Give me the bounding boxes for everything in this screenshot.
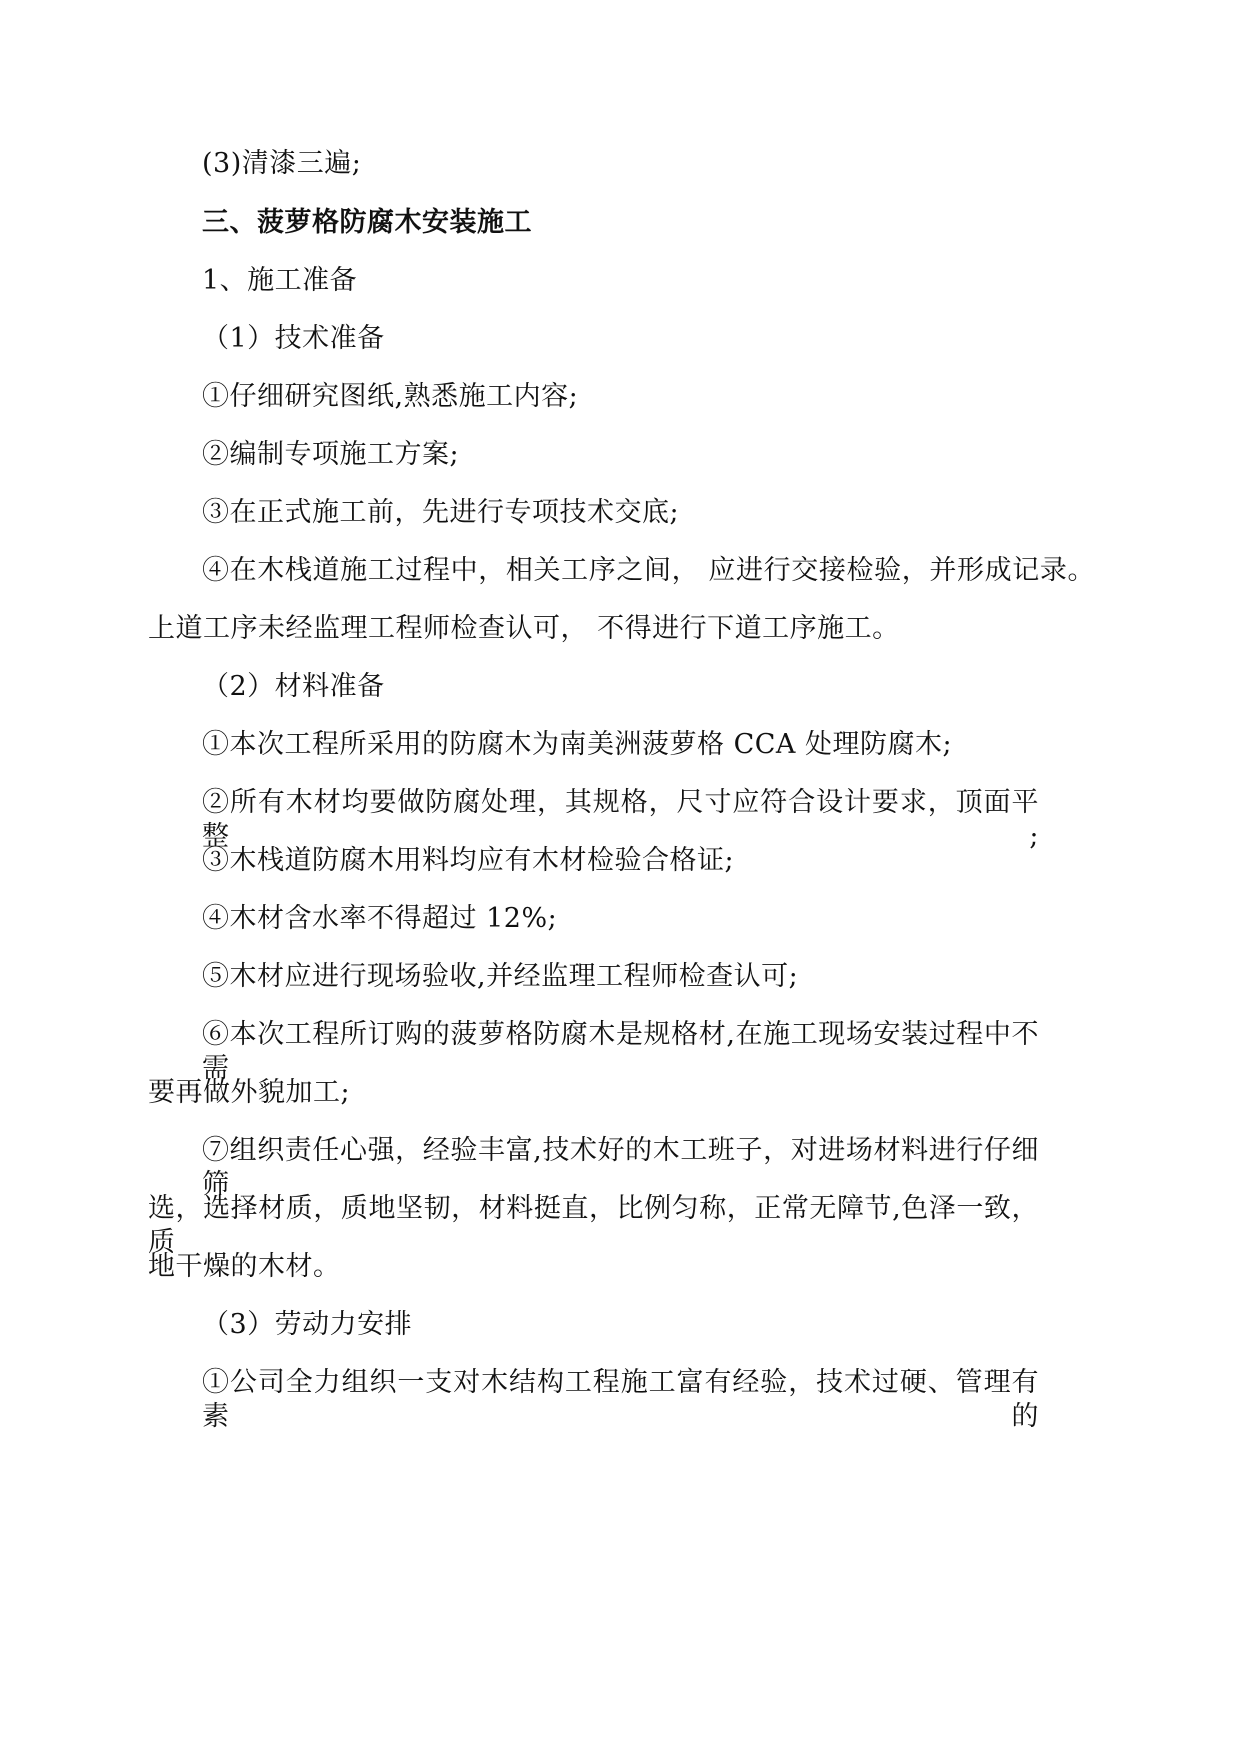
- text-line: ⑥本次工程所订购的菠萝格防腐木是规格材,在施工现场安装过程中不需: [202, 1019, 1039, 1084]
- subsection-heading: （3）劳动力安排: [202, 1309, 413, 1340]
- text-line: ⑦组织责任心强，经验丰富,技术好的木工班子，对进场材料进行仔细筛: [202, 1135, 1039, 1200]
- subsection-heading: 1、施工准备: [202, 265, 358, 296]
- text-line: (3)清漆三遍;: [202, 148, 362, 179]
- text-line: 地干燥的木材。: [148, 1251, 341, 1282]
- subsection-heading: （1）技术准备: [202, 323, 385, 354]
- text-line: ①仔细研究图纸,熟悉施工内容;: [202, 381, 579, 412]
- text-line: ④木材含水率不得超过 12%;: [202, 903, 558, 934]
- text-line: ⑤木材应进行现场验收,并经监理工程师检查认可;: [202, 961, 799, 992]
- text-line: ②编制专项施工方案;: [202, 439, 460, 470]
- section-heading: 三、菠萝格防腐木安装施工: [202, 207, 532, 238]
- text-line: 要再做外貌加工;: [148, 1077, 351, 1108]
- text-line: ①本次工程所采用的防腐木为南美洲菠萝格 CCA 处理防腐木;: [202, 729, 953, 760]
- text-line: ③木栈道防腐木用料均应有木材检验合格证;: [202, 845, 735, 876]
- text-line: ③在正式施工前，先进行专项技术交底;: [202, 497, 680, 528]
- text-line: 上道工序未经监理工程师检查认可， 不得进行下道工序施工。: [148, 613, 900, 644]
- text-line: ④在木栈道施工过程中，相关工序之间， 应进行交接检验，并形成记录。: [202, 555, 1095, 586]
- text-line: 选，选择材质，质地坚韧，材料挺直，比例匀称，正常无障节,色泽一致，质: [148, 1193, 1039, 1258]
- text-line: ①公司全力组织一支对木结构工程施工富有经验，技术过硬、管理有素的: [202, 1367, 1039, 1432]
- text-line: ②所有木材均要做防腐处理，其规格，尺寸应符合设计要求，顶面平整;: [202, 787, 1039, 852]
- subsection-heading: （2）材料准备: [202, 671, 385, 702]
